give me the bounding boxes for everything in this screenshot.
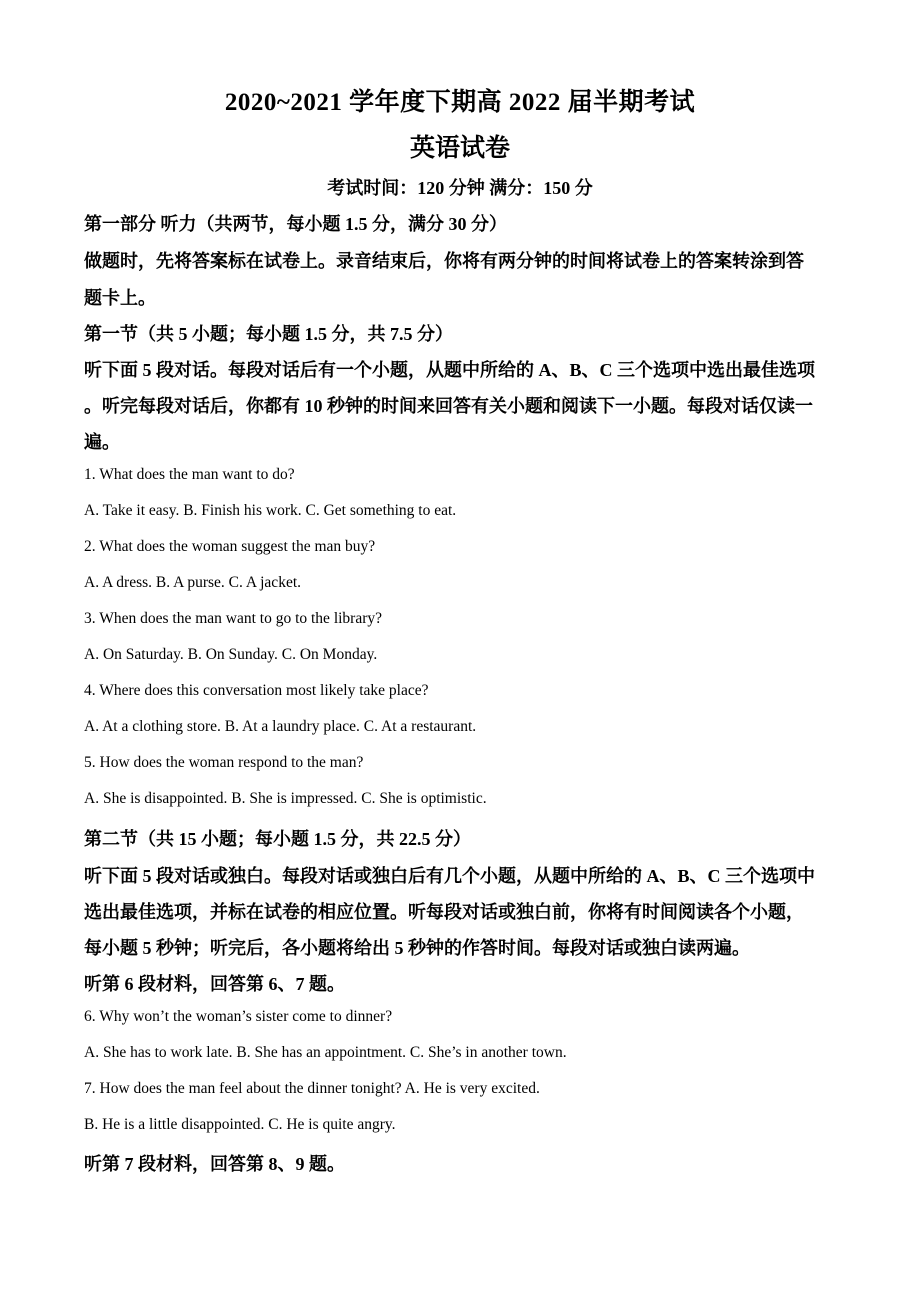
question-6-options: A. She has to work late. B. She has an appointment. C. She’s in another town.	[84, 1044, 567, 1061]
section1-instruction-line: 。听完每段对话后，你都有 10 秒钟的时间来回答有关小题和阅读下一小题。每段对话仅读一	[84, 396, 813, 416]
question-7: 7. How does the man feel about the dinner tonight? A. He is very excited.	[84, 1080, 540, 1097]
section2-heading: 第二节（共 15 小题；每小题 1.5 分，共 22.5 分）	[84, 829, 471, 849]
material-7-heading: 听第 7 段材料，回答第 8、9 题。	[84, 1154, 345, 1174]
question-3-options: A. On Saturday. B. On Sunday. C. On Monday.	[84, 646, 378, 663]
section2-instruction-line: 每小题 5 秒钟；听完后，各小题将给出 5 秒钟的作答时间。每段对话或独白读两遍。	[84, 938, 750, 958]
part1-instruction-line: 做题时，先将答案标在试卷上。录音结束后，你将有两分钟的时间将试卷上的答案转涂到答	[84, 251, 804, 271]
question-2-options: A. A dress. B. A purse. C. A jacket.	[84, 574, 301, 591]
question-1-options: A. Take it easy. B. Finish his work. C. Get something to eat.	[84, 502, 457, 519]
section2-instruction-line: 听下面 5 段对话或独白。每段对话或独白后有几个小题，从题中所给的 A、B、C 三个选项中	[84, 866, 815, 886]
material-6-heading: 听第 6 段材料，回答第 6、7 题。	[84, 974, 345, 994]
question-4: 4. Where does this conversation most likely take place?	[84, 682, 429, 699]
question-5: 5. How does the woman respond to the man?	[84, 754, 364, 771]
section2-instruction-line: 选出最佳选项，并标在试卷的相应位置。听每段对话或独白前，你将有时间阅读各个小题，	[84, 902, 804, 922]
part1-heading: 第一部分 听力（共两节，每小题 1.5 分，满分 30 分）	[84, 214, 507, 234]
question-1: 1. What does the man want to do?	[84, 466, 295, 483]
part1-instruction-line: 题卡上。	[84, 288, 156, 308]
section1-heading: 第一节（共 5 小题；每小题 1.5 分，共 7.5 分）	[84, 324, 453, 344]
question-2: 2. What does the woman suggest the man buy?	[84, 538, 376, 555]
question-3: 3. When does the man want to go to the library?	[84, 610, 383, 627]
exam-title: 2020~2021 学年度下期高 2022 届半期考试	[224, 89, 696, 116]
question-7-options: B. He is a little disappointed. C. He is quite angry.	[84, 1116, 396, 1133]
section1-instruction-line: 听下面 5 段对话。每段对话后有一个小题，从题中所给的 A、B、C 三个选项中选出最佳选项	[84, 360, 815, 380]
question-5-options: A. She is disappointed. B. She is impressed. C. She is optimistic.	[84, 790, 487, 807]
question-6: 6. Why won’t the woman’s sister come to dinner?	[84, 1008, 393, 1025]
question-4-options: A. At a clothing store. B. At a laundry place. C. At a restaurant.	[84, 718, 477, 735]
exam-info: 考试时间：120 分钟 满分：150 分	[327, 178, 593, 198]
subject-title: 英语试卷	[409, 135, 510, 162]
section1-instruction-line: 遍。	[84, 432, 120, 452]
